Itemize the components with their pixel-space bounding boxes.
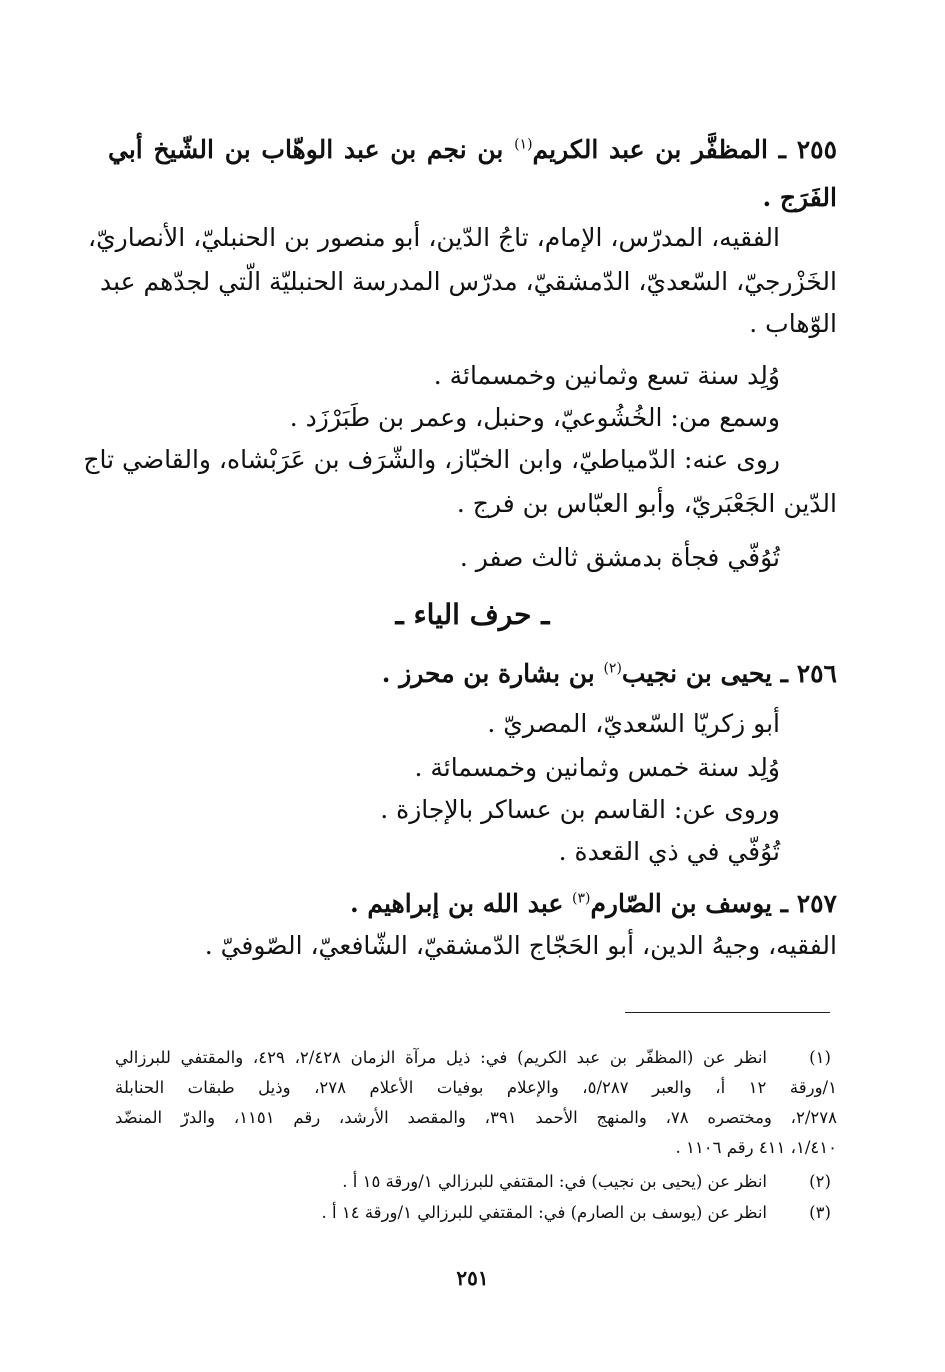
footnote-1-number: (١): [809, 1048, 831, 1067]
entry-256-heading: [382, 654, 837, 694]
footnote-ref-3: (٣): [571, 890, 591, 907]
entry-heading-rest: بن بشارة بن محرز .: [381, 659, 604, 688]
entry-256-narrated-from: وروى عن: القاسم بن عساكر بالإجازة .: [380, 795, 780, 824]
section-heading: ـ حرف الياء ـ: [395, 598, 550, 631]
entry-255-heading: [108, 130, 837, 170]
entry-255-heading-cont: الفَرَج .: [762, 183, 837, 212]
footnote-ref-1: (١): [514, 136, 533, 153]
entry-257-heading: [350, 884, 837, 924]
footnote-2-text: انظر عن (يحيى بن نجيب) في: المقتفي للبرزالي ١/ورقة ١٥ أ .: [342, 1172, 767, 1191]
entry-heading-name: ٢٥٦ ـ يحيى بن نجيب: [621, 659, 837, 688]
entry-heading-name: ٢٥٧ ـ يوسف بن الصّارم: [590, 889, 837, 918]
entry-255-heard-from: وسمع من: الخُشُوعيّ، وحنبل، وعمر بن طَبَرْزَد .: [289, 403, 780, 432]
footnote-ref-2: (٢): [603, 660, 622, 677]
entry-256-kunya: أبو زكريّا السّعديّ، المصريّ .: [487, 709, 780, 738]
footnote-2-number: (٢): [809, 1172, 831, 1191]
page-number: ٢٥١: [456, 1266, 489, 1290]
entry-heading-rest: بن نجم بن عبد الوهّاب بن الشّيخ أبي: [108, 135, 515, 164]
entry-255-narrated-by: روى عنه: الدّمياطيّ، وابن الخبّاز، والشّرَف بن عَرَبْشاه، والقاضي تاج: [83, 445, 780, 474]
footnote-1-line-4: ١/٤١٠، ٤١١ رقم ١١٠٦ .: [675, 1138, 837, 1157]
entry-255-line-3: الوّهاب .: [749, 309, 837, 338]
footnote-1-line-2: ١/ورقة ١٢ أ، والعبر ٥/٢٨٧، والإعلام بوفيات الأعلام ٢٧٨، وذيل طبقات الحنابلة: [115, 1078, 837, 1097]
footnote-1-line-3: ٢/٢٧٨، ومختصره ٧٨، والمنهج الأحمد ٣٩١، والمقصد الأرشد، رقم ١١٥١، والدرّ المنضّد: [115, 1108, 837, 1127]
entry-256-birth: وُلِد سنة خمس وثمانين وخمسمائة .: [414, 753, 780, 782]
entry-heading-name: ٢٥٥ ـ المظفَّر بن عبد الكريم: [532, 135, 838, 164]
footnote-separator: [625, 1012, 830, 1013]
entry-heading-rest: عبد الله بن إبراهيم .: [349, 889, 572, 918]
entry-256-death: تُوُفّي في ذي القعدة .: [558, 837, 780, 866]
footnote-3-number: (٣): [809, 1203, 831, 1222]
entry-255-line-1: الفقيه، المدرّس، الإمام، تاجُ الدّين، أبو منصور بن الحنبليّ، الأنصاريّ،: [88, 223, 780, 252]
entry-255-death: تُوُفّي فجأة بدمشق ثالث صفر .: [459, 543, 780, 572]
entry-255-line-2: الخَزْرجيّ، السّعديّ، الدّمشقيّ، مدرّس المدرسة الحنبليّة الّتي لجدّهم عبد: [99, 267, 837, 296]
entry-255-narrated-by-cont: الدّين الجَعْبَريّ، وأبو العبّاس بن فرج .: [456, 489, 837, 518]
entry-255-birth: وُلِد سنة تسع وثمانين وخمسمائة .: [433, 361, 780, 390]
footnote-3-text: انظر عن (يوسف بن الصارم) في: المقتفي للبرزالي ١/ورقة ١٤ أ .: [321, 1203, 767, 1222]
entry-257-line-1: الفقيه، وجيهُ الدين، أبو الحَجّاج الدّمشقيّ، الشّافعيّ، الصّوفيّ .: [204, 931, 837, 960]
footnote-1-line-1: انظر عن (المظفّر بن عبد الكريم) في: ذيل مرآة الزمان ٢/٤٢٨، ٤٢٩، والمقتفي للبرزالي: [115, 1048, 768, 1067]
